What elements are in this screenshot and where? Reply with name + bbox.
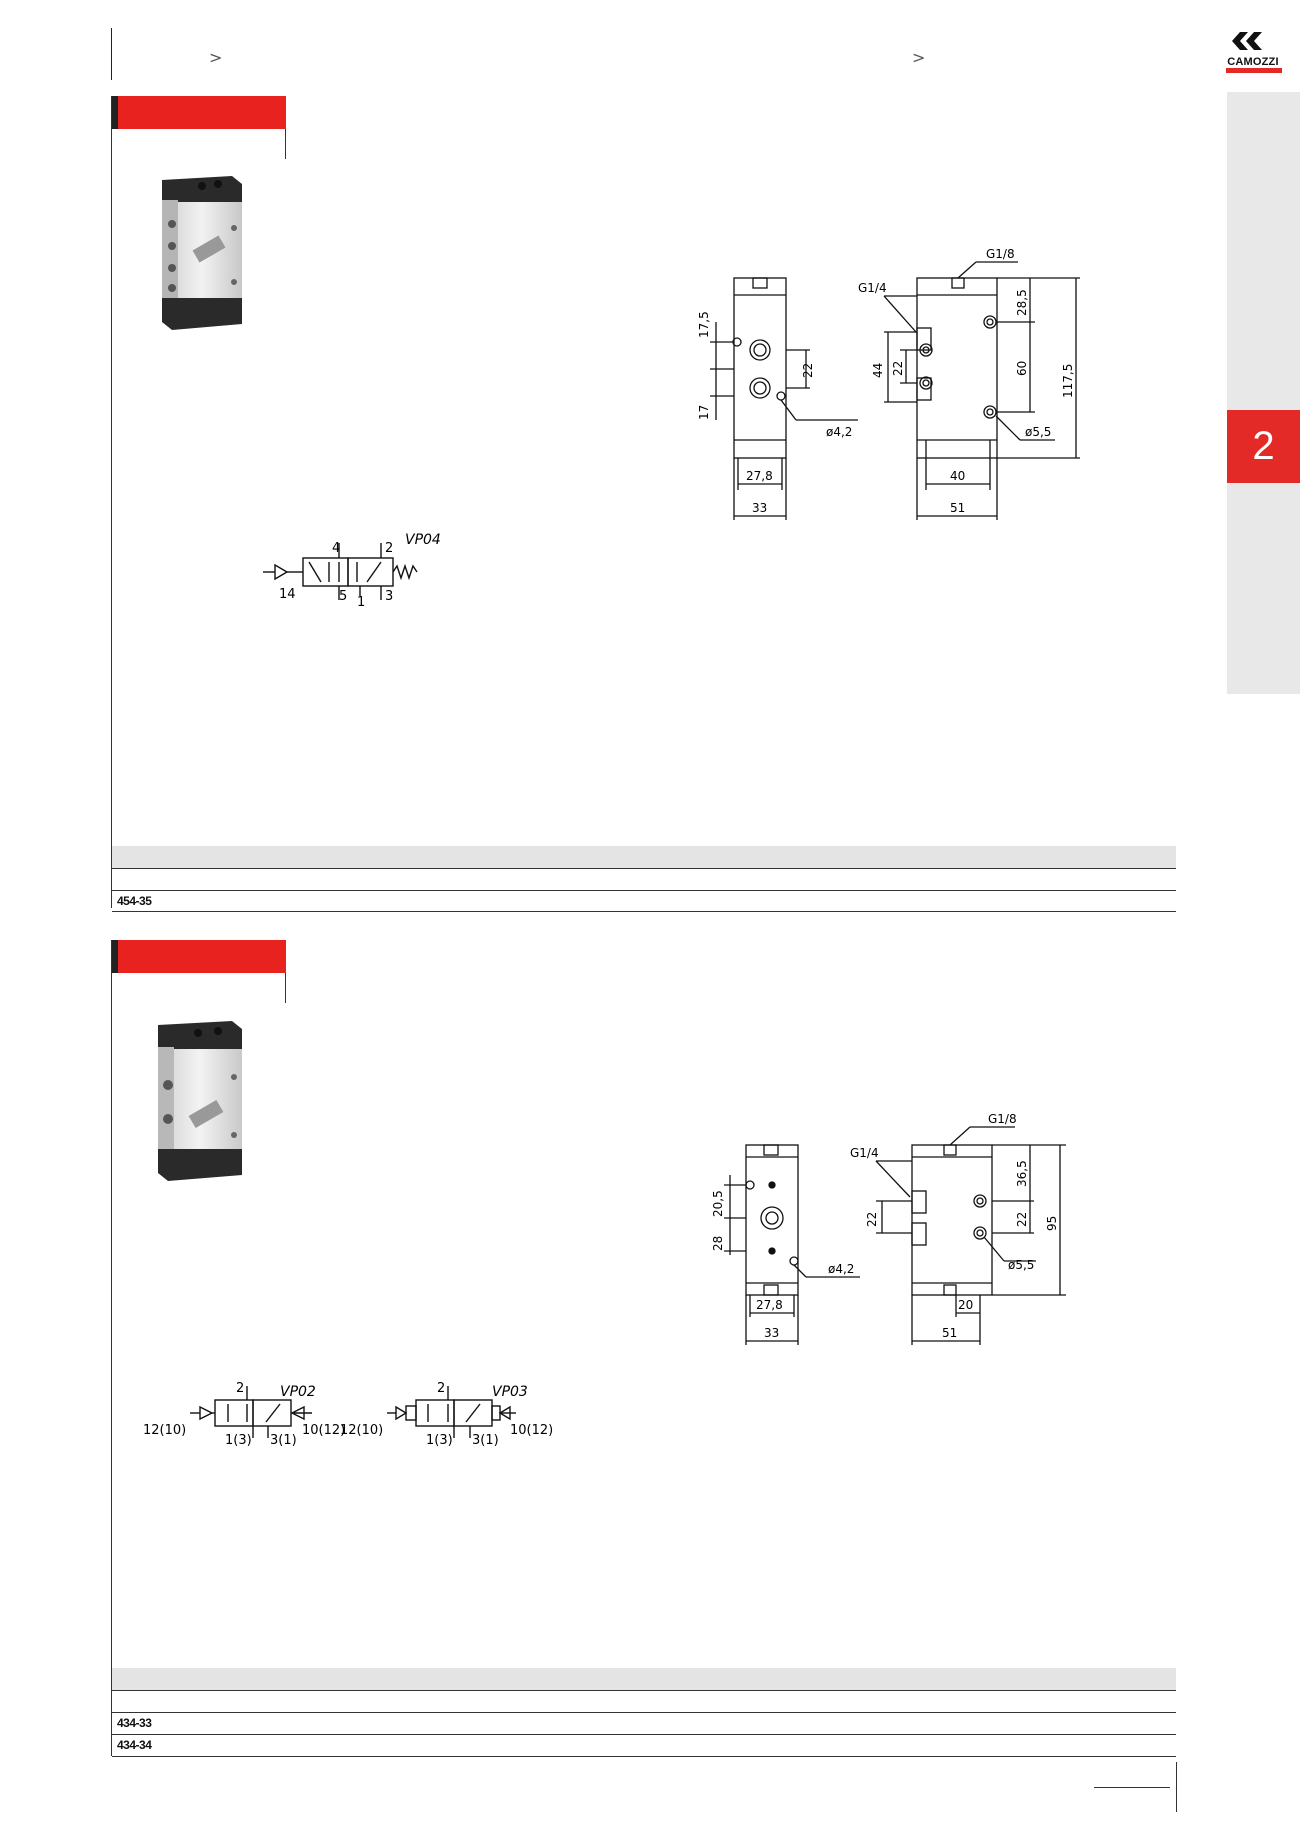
- side-port: G1/4: [850, 1146, 879, 1160]
- vp03-port-2: 2: [437, 1381, 446, 1396]
- vp04-port-3: 3: [385, 589, 394, 604]
- breadcrumb-arrow-icon: >: [912, 48, 926, 67]
- valve-product-photo: [150, 170, 250, 340]
- side-hole-diameter: ø5,5: [1025, 425, 1052, 439]
- front-dim-33: 33: [764, 1326, 780, 1340]
- table-row-code: 434-33: [117, 1716, 152, 1730]
- vp03-label: VP03: [492, 1384, 528, 1400]
- table-2-rule: [112, 1712, 1176, 1713]
- side-dim-28-5: 28,5: [1015, 289, 1029, 316]
- section-2-red-header: [112, 940, 286, 973]
- side-dim-22: 22: [891, 360, 905, 376]
- front-hole-diameter: ø4,2: [826, 425, 853, 439]
- front-dim-27-8: 27,8: [756, 1298, 783, 1312]
- footer-rule: [1094, 1787, 1170, 1788]
- side-port: G1/4: [858, 281, 887, 295]
- vp02-port-2: 2: [236, 1381, 245, 1396]
- valve-product-photo: [148, 1015, 252, 1190]
- vp03-port-3-1: 3(1): [472, 1433, 499, 1448]
- vp02-vp03-pneumatic-symbols: [140, 1378, 560, 1450]
- vp02-port-3-1: 3(1): [270, 1433, 297, 1448]
- front-hole-diameter: ø4,2: [828, 1262, 855, 1276]
- table-1-header: [112, 846, 1176, 868]
- side-dim-51: 51: [942, 1326, 958, 1340]
- vp03-port-12-10: 12(10): [340, 1423, 384, 1438]
- table-row-code: 434-34: [117, 1738, 152, 1752]
- vp03-port-1-3: 1(3): [426, 1433, 453, 1448]
- section-1-header-tick: [285, 129, 286, 159]
- logo-red-bar: [1226, 68, 1282, 73]
- side-dim-20: 20: [958, 1298, 974, 1312]
- table-row-code: 454-35: [117, 894, 152, 908]
- chapter-tab-strip: [1227, 92, 1300, 694]
- header-divider: [111, 28, 112, 80]
- side-dim-36-5: 36,5: [1015, 1160, 1029, 1187]
- vp02-port-12-10: 12(10): [143, 1423, 187, 1438]
- table-2-rule: [112, 1734, 1176, 1735]
- side-dim-22-right: 22: [1015, 1211, 1029, 1227]
- vp04-port-2: 2: [385, 541, 394, 556]
- section-2-header-tick: [285, 973, 286, 1003]
- table-1-rule: [112, 911, 1176, 912]
- side-top-port: G1/8: [986, 247, 1015, 261]
- vp04-port-1: 1: [357, 595, 366, 610]
- vp04-port-4: 4: [332, 541, 341, 556]
- side-hole-diameter: ø5,5: [1008, 1258, 1035, 1272]
- front-dim-20-5: 20,5: [711, 1190, 725, 1217]
- table-2-header: [112, 1668, 1176, 1690]
- breadcrumb-arrow-icon: >: [209, 48, 223, 67]
- chapter-number-tab[interactable]: 2: [1227, 410, 1300, 483]
- vp04-port-5: 5: [339, 589, 348, 604]
- vp02-port-10-12: 10(12): [302, 1423, 346, 1438]
- side-dim-51: 51: [950, 501, 966, 515]
- front-dim-28: 28: [711, 1235, 725, 1251]
- table-1-rule: [112, 868, 1176, 869]
- section-2-left-rule: [111, 940, 112, 1756]
- section-1-red-header: [112, 96, 286, 129]
- side-dim-22-left: 22: [865, 1211, 879, 1227]
- footer-divider: [1176, 1762, 1177, 1812]
- side-dim-60: 60: [1015, 360, 1029, 376]
- valve-434-dimension-drawing: [690, 1105, 1100, 1355]
- table-2-rule: [112, 1756, 1176, 1757]
- front-dim-27-8: 27,8: [746, 469, 773, 483]
- table-2-rule: [112, 1690, 1176, 1691]
- front-dim-22: 22: [801, 362, 815, 378]
- vp04-port-14: 14: [279, 587, 296, 602]
- front-dim-17-5: 17,5: [697, 311, 711, 338]
- side-dim-95: 95: [1045, 1215, 1059, 1231]
- table-1-rule: [112, 890, 1176, 891]
- section-1-left-rule: [111, 96, 112, 908]
- valve-454-35-dimension-drawing: [680, 240, 1100, 530]
- side-dim-44: 44: [871, 362, 885, 378]
- side-dim-117-5: 117,5: [1061, 363, 1075, 398]
- side-top-port: G1/8: [988, 1112, 1017, 1126]
- vp02-port-1-3: 1(3): [225, 1433, 252, 1448]
- vp04-label: VP04: [405, 532, 441, 548]
- front-dim-33: 33: [752, 501, 768, 515]
- camozzi-logo-text: CAMOZZI: [1227, 56, 1279, 68]
- front-dim-17: 17: [697, 404, 711, 420]
- side-dim-40: 40: [950, 469, 966, 483]
- vp03-port-10-12: 10(12): [510, 1423, 554, 1438]
- vp02-label: VP02: [280, 1384, 316, 1400]
- vp04-pneumatic-symbol: [255, 528, 441, 610]
